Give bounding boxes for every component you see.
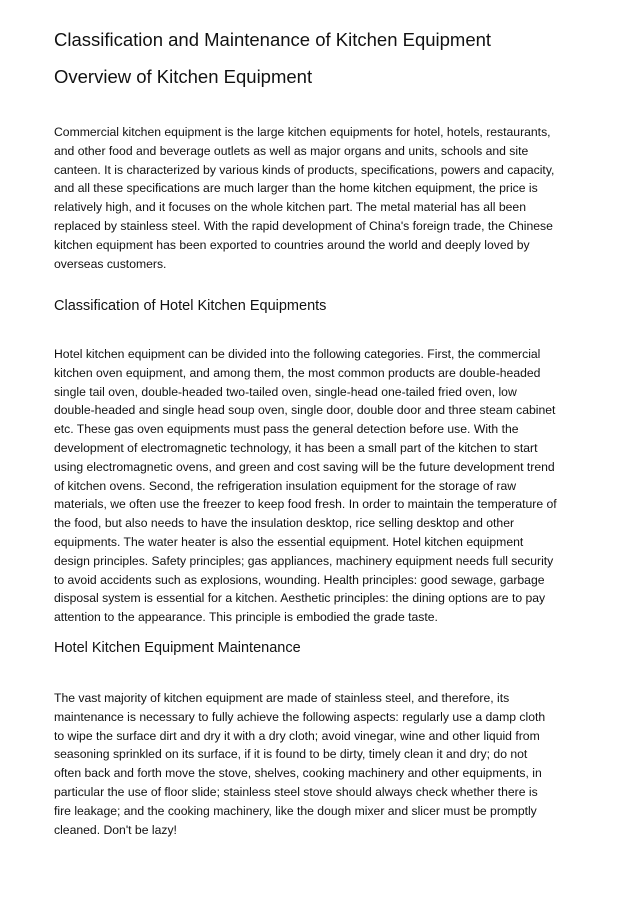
paragraph-line: etc. These gas oven equipments must pass the general detection before use. With the bbox=[54, 422, 519, 437]
paragraph-line: seasoning sprinkled on its surface, if it is found to be dirty, timely clean it and dry; do not bbox=[54, 747, 528, 762]
paragraph-line: and other food and beverage outlets as well as major organs and units, schools and site bbox=[54, 143, 529, 158]
paragraph-line: equipments. The water heater is also the essential equipment. Hotel kitchen equipment bbox=[54, 534, 524, 549]
paragraph-line: cleaned. Don't be lazy! bbox=[54, 822, 177, 837]
paragraph-line: canteen. It is characterized by various kinds of products, specifications, powers and capacity, bbox=[54, 162, 555, 177]
paragraph-line: particular the use of floor slide; stainless steel stove should always check whether there is bbox=[54, 784, 538, 799]
paragraph-line: kitchen oven equipment, and among them, the most common products are double-headed bbox=[54, 365, 541, 380]
paragraph-line: development of electromagnetic technology, it has been a small part of the kitchen to start bbox=[54, 440, 538, 455]
paragraph-line: the food, but also needs to have the insulation desktop, rice selling desktop and other bbox=[54, 516, 515, 531]
section-heading-classification: Classification of Hotel Kitchen Equipments bbox=[54, 298, 327, 314]
paragraph-line: Commercial kitchen equipment is the large kitchen equipments for hotel, hotels, restaurants, bbox=[54, 125, 551, 139]
paragraph-classification bbox=[54, 345, 590, 627]
paragraph-line: single tail oven, double-headed two-tailed oven, single-head one-tailed fried oven, low bbox=[54, 384, 517, 399]
section-heading-overview: Overview of Kitchen Equipment bbox=[54, 66, 313, 87]
paragraph-line: attention to the appearance. This principle is embodied the grade taste. bbox=[54, 610, 438, 625]
paragraph-line: The vast majority of kitchen equipment are made of stainless steel, and therefore, its bbox=[54, 691, 510, 705]
paragraph-line: Hotel kitchen equipment can be divided into the following categories. First, the commercial bbox=[54, 347, 541, 361]
paragraph-line: fire leakage; and the cooking machinery, like the dough mixer and slicer must be promptly bbox=[54, 803, 537, 818]
paragraph-line: kitchen equipment has been exported to countries around the world and deeply loved by bbox=[54, 237, 530, 252]
paragraph-overview bbox=[54, 123, 590, 273]
paragraph-line: disposal system is essential for a kitchen. Aesthetic principles: the dining options are to pay bbox=[54, 591, 546, 606]
paragraph-line: often back and forth move the stove, shelves, cooking machinery and other equipments, in bbox=[54, 766, 542, 781]
section-heading-maintenance: Hotel Kitchen Equipment Maintenance bbox=[54, 640, 301, 656]
paragraph-line: of kitchen ovens. Second, the refrigeration insulation equipment for the storage of raw bbox=[54, 478, 517, 493]
paragraph-line: relatively high, and it focuses on the whole kitchen part. The metal material has all been bbox=[54, 200, 526, 215]
paragraph-line: maintenance is necessary to fully achieve the following aspects: regularly use a damp cloth bbox=[54, 709, 546, 724]
paragraph-line: double-headed and single head soup oven, single door, double door and three steam cabinet bbox=[54, 403, 556, 418]
paragraph-line: to avoid accidents such as explosions, wounding. Health principles: good sewage, garbage bbox=[54, 572, 545, 587]
paragraph-line: replaced by stainless steel. With the rapid development of China's foreign trade, the Chinese bbox=[54, 218, 553, 233]
document-title: Classification and Maintenance of Kitchen Equipment bbox=[54, 29, 492, 50]
paragraph-line: using electromagnetic ovens, and green and cost saving will be the future development trend bbox=[54, 459, 555, 474]
paragraph-line: overseas customers. bbox=[54, 256, 167, 271]
paragraph-line: materials, we often use the freezer to keep food fresh. In order to maintain the temperature of bbox=[54, 497, 557, 512]
paragraph-maintenance bbox=[54, 689, 590, 839]
paragraph-line: to wipe the surface dirt and dry it with a dry cloth; avoid vinegar, wine and other liquid from bbox=[54, 728, 540, 743]
paragraph-line: and all these specifications are much larger than the home kitchen equipment, the price is bbox=[54, 181, 538, 196]
paragraph-line: design principles. Safety principles; gas appliances, machinery equipment needs full security bbox=[54, 553, 554, 568]
